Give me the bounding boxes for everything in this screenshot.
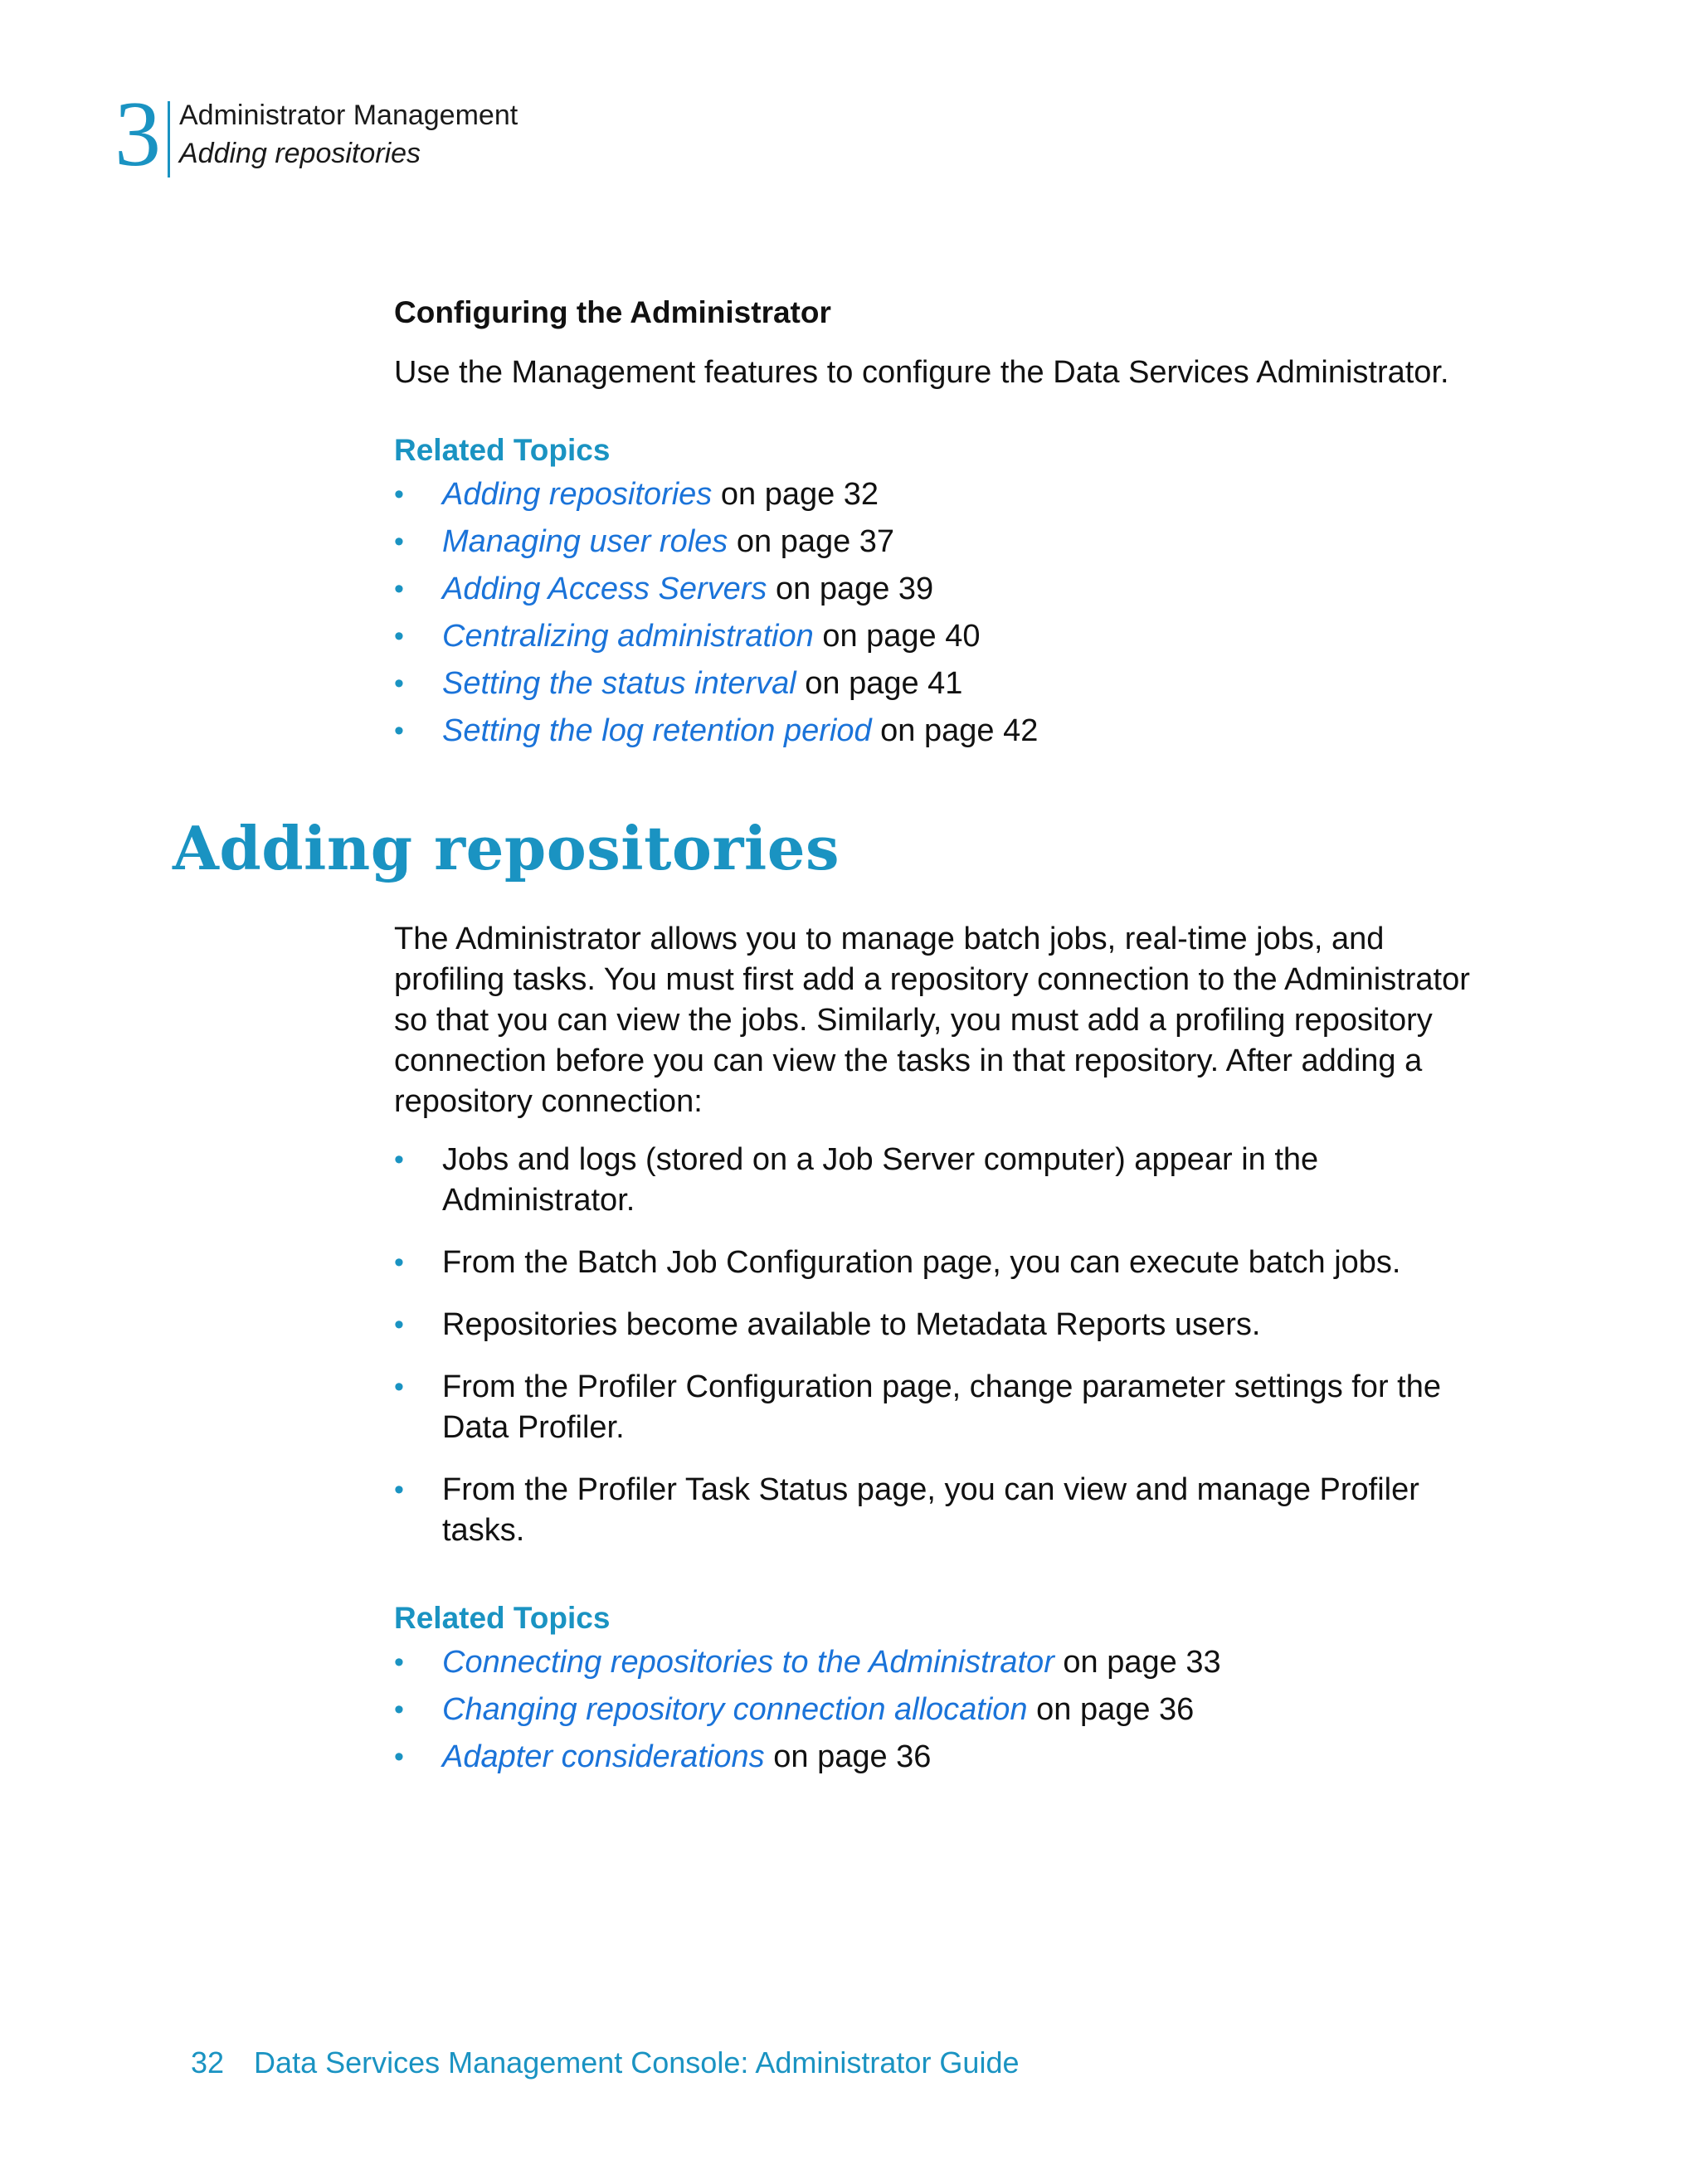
page-reference: on page 33 — [1054, 1645, 1221, 1680]
page-reference: on page 40 — [813, 619, 981, 654]
paragraph-line: connection before you can view the tasks in that repository. After adding a — [394, 1043, 1423, 1078]
configuring-heading: Configuring the Administrator — [394, 295, 831, 329]
paragraph-line: profiling tasks. You must first add a repository connection to the Administrator — [394, 962, 1470, 997]
page-reference: on page 36 — [764, 1739, 932, 1774]
bullet-text-line: Repositories become available to Metadata Reports users. — [442, 1307, 1261, 1342]
bullet-text-line: From the Profiler Task Status page, you can view and manage Profiler — [442, 1472, 1419, 1507]
related-topics-list — [394, 1639, 1522, 1781]
related-topic-item — [394, 1686, 1522, 1734]
bullet-icon: • — [394, 1309, 404, 1340]
bullet-item — [394, 1140, 1555, 1221]
related-topic-item — [394, 518, 1522, 566]
related-topic-item — [394, 471, 1522, 518]
bullet-item — [394, 1243, 1555, 1283]
related-topics-block-2 — [394, 1601, 1522, 1781]
bullet-text-line: tasks. — [442, 1513, 525, 1548]
page-reference: on page 42 — [871, 713, 1039, 748]
feature-bullet-list — [394, 1140, 1555, 1551]
bullet-icon: • — [394, 1474, 404, 1505]
related-topic-item — [394, 708, 1522, 755]
related-topic-item — [394, 566, 1522, 613]
related-topic-link[interactable]: Connecting repositories to the Administrator — [442, 1645, 1054, 1680]
related-topic-item — [394, 660, 1522, 708]
related-topics-list — [394, 471, 1522, 755]
bullet-icon: • — [394, 1144, 404, 1175]
page-reference: on page 36 — [1027, 1692, 1195, 1727]
page-reference: on page 32 — [712, 477, 879, 512]
related-topic-link[interactable]: Centralizing administration — [442, 619, 814, 654]
bullet-item — [394, 1367, 1555, 1448]
related-topic-link[interactable]: Adding Access Servers — [442, 572, 767, 606]
related-topic-link[interactable]: Adding repositories — [442, 477, 713, 512]
header-chapter-title: Administrator Management — [179, 100, 518, 131]
paragraph-line: The Administrator allows you to manage batch jobs, real-time jobs, and — [394, 922, 1385, 956]
bullet-icon: • — [394, 479, 404, 510]
related-topic-link[interactable]: Setting the log retention period — [442, 713, 872, 748]
bullet-icon: • — [394, 1694, 404, 1725]
bullet-text-line: From the Profiler Configuration page, change parameter settings for the — [442, 1369, 1441, 1404]
page-reference: on page 41 — [796, 666, 963, 701]
page-footer — [191, 2045, 1020, 2080]
footer-page-number: 32 — [191, 2045, 225, 2079]
bullet-icon: • — [394, 573, 404, 605]
bullet-icon: • — [394, 526, 404, 557]
configuring-text: Use the Management features to configure the Data Services Administrator. — [394, 355, 1449, 390]
bullet-text-line: From the Batch Job Configuration page, you can execute batch jobs. — [442, 1245, 1401, 1280]
header-section-title: Adding repositories — [179, 138, 421, 169]
bullet-icon: • — [394, 620, 404, 652]
section-title: Adding repositories — [173, 813, 840, 883]
page-reference: on page 39 — [767, 572, 934, 606]
bullet-icon: • — [394, 1741, 404, 1773]
related-topic-item — [394, 1639, 1522, 1686]
related-topic-link[interactable]: Changing repository connection allocation — [442, 1692, 1028, 1727]
related-topics-block-1 — [394, 433, 1522, 755]
bullet-text-line: Administrator. — [442, 1183, 635, 1218]
page-reference: on page 37 — [728, 524, 895, 559]
section-paragraph — [394, 919, 1522, 1122]
related-topics-heading: Related Topics — [394, 433, 611, 467]
paragraph-line: so that you can view the jobs. Similarly, you must add a profiling repository — [394, 1003, 1433, 1038]
bullet-icon: • — [394, 1647, 404, 1678]
bullet-icon: • — [394, 715, 404, 747]
related-topics-heading: Related Topics — [394, 1601, 611, 1635]
bullet-item — [394, 1470, 1555, 1551]
bullet-item — [394, 1305, 1555, 1345]
related-topic-link[interactable]: Managing user roles — [442, 524, 728, 559]
paragraph-line: repository connection: — [394, 1084, 703, 1119]
bullet-icon: • — [394, 1247, 404, 1278]
related-topic-link[interactable]: Setting the status interval — [442, 666, 796, 701]
bullet-icon: • — [394, 1371, 404, 1403]
bullet-icon: • — [394, 668, 404, 699]
header-divider — [168, 101, 170, 178]
bullet-text-line: Data Profiler. — [442, 1410, 625, 1445]
chapter-number: 3 — [114, 83, 161, 186]
bullet-text-line: Jobs and logs (stored on a Job Server computer) appear in the — [442, 1142, 1319, 1177]
related-topic-link[interactable]: Adapter considerations — [442, 1739, 765, 1774]
header-text — [179, 96, 518, 173]
footer-book-title: Data Services Management Console: Administrator Guide — [254, 2045, 1020, 2079]
related-topic-item — [394, 613, 1522, 660]
related-topic-item — [394, 1734, 1522, 1781]
